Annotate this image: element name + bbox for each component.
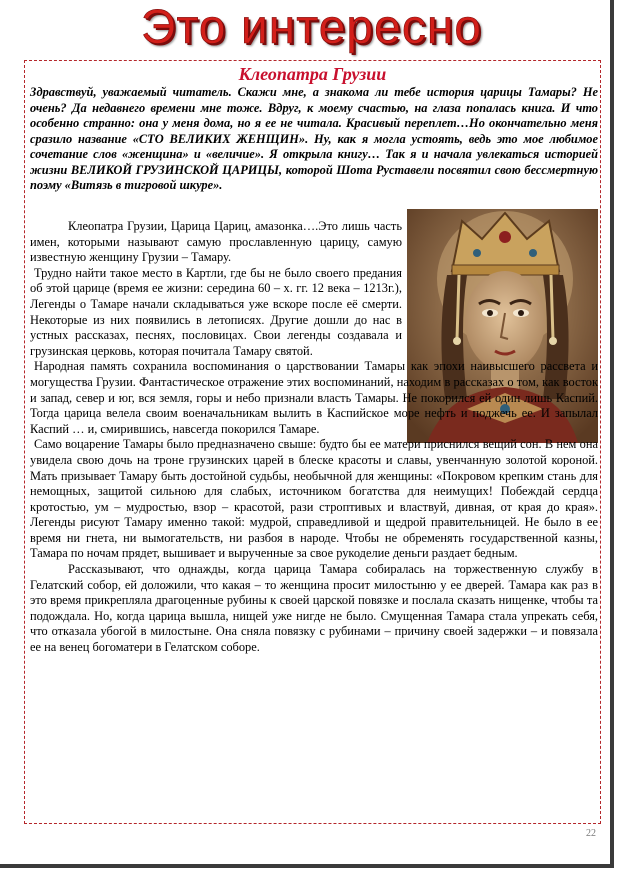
paragraph: Клеопатра Грузии, Царица Цариц, амазонка….Это лишь часть имен, которыми называют самую прославленную царицу, самую известную женщину Грузии – Тамару. [30, 219, 402, 265]
page-heading: Это интересно [140, 1, 483, 54]
paragraph: Само воцарение Тамары было предназначено свыше: будто бы ее матери приснился вещий сон. В нем она увидела свою дочь на троне грузинских царей в блеске красоты и славы, увенчанную золотой короной. Мать призывает Тамару быть достойной судьбы, необычной для женщины: «Покровом крепким стань для немощных, защитой сильною для слабых, источником богатства для неимущих! Побеждай сердца кротостью, ум – мудростью, взор – красотой, рази строптивых и властвуй, дивная, от края до края». Легенды рисуют Тамару именно такой: мудрой, справедливой и щедрой правительницей. Не было в ее время ни гнета, ни вымогательств, ни разбоя в народе. Чтобы не обременять государственной казны, Тамара по ночам прядет, вышивает и вырученные за свое рукоделие деньги раздает бедным. [30, 437, 598, 561]
article-intro: Здравствуй, уважаемый читатель. Скажи мне, а знакома ли тебе история царицы Тамары? Не очень? Да недавнего времени мне тоже. Вдруг, к моему счастью, на глаза попалась книга. И что особенно странно: она у меня дома, но я ее не читала. Красивый переплет…Но окончательно меня сразило название «СТО ВЕЛИКИХ ЖЕНЩИН». Ну, как я могла устоять, ведь это мое любимое сочетание слов «женщина» и «величие». Я открыла книгу… Так я и начала увлекаться историей жизни ВЕЛИКОЙ ГРУЗИНСКОЙ ЦАРИЦЫ, которой Шота Руставели посвятил свою бессмертную поэму «Витязь в тигровой шкуре». [30, 85, 598, 192]
paragraph: Народная память сохранила воспоминания о царствовании Тамары как эпохи наивысшего рассвета и могущества Грузии. Фантастическое отражение этих воспоминаний, находим в рассказах о том, как восток и запад, север и юг, вся земля, горы и небо признали власть Тамары. Не покорился ей один лишь Каспий. Тогда царица велела своим военачальникам вылить в Каспийское море нефть и поджечь ее. И запылал Каспий … и, смирившись, навсегда покорился Тамаре. [30, 359, 598, 436]
article-body [30, 219, 598, 656]
page-number: 22 [586, 828, 596, 839]
article-title: Клеопатра Грузии [238, 64, 387, 84]
paragraph: Рассказывают, что однажды, когда царица Тамара собиралась на торжественную службу в Гелатский собор, ей доложили, что какая – то женщина просит милостыню у ее дверей. Тамара как раз в это время прикрепляла драгоценные рубины к своей царской повязке и послала сказать нищенке, чтобы та подождала. Но, когда царица вышла, нищей уже нигде не было. Смущенная Тамара стала упрекать себя, что отказала убогой в милостыне. Она сняла повязку с рубинами – причину своей задержки – и повязала ее на венец богоматери в Гелатском соборе. [30, 562, 598, 655]
paragraph: Трудно найти такое место в Картли, где бы не было своего предания об этой царице (время ее жизни: середина 60 – х. гг. 12 века – 1213г.), Легенды о Тамаре начали складываться уже вскоре после её смерти. Некоторые из них появились в летописях. Другие дошли до нас в устных рассказах, песнях, пословицах. Свои легенды создавала и грузинская церковь, которая почитала Тамару святой. [30, 265, 402, 358]
